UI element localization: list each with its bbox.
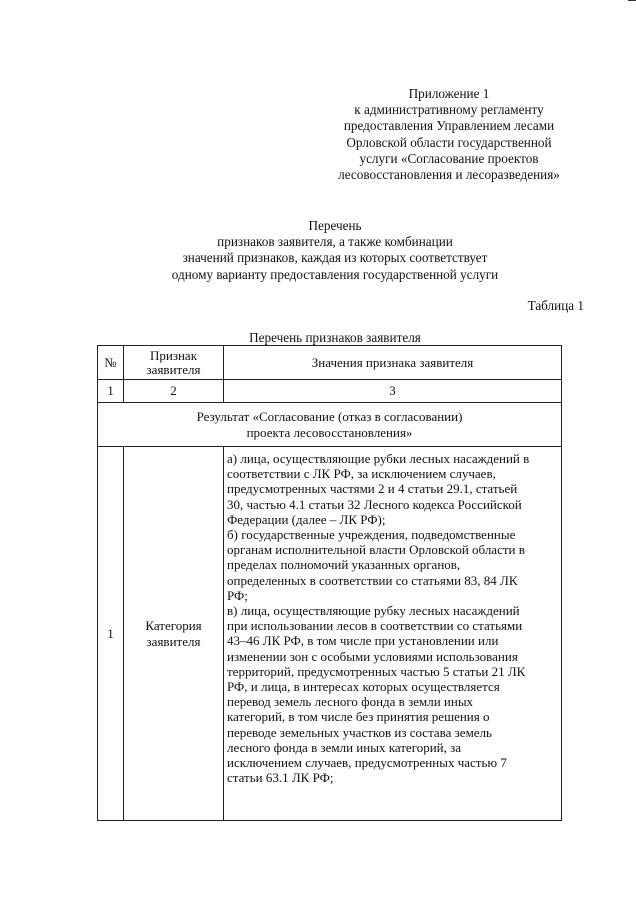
appendix-line: Приложение 1 — [408, 86, 490, 101]
column-number: 3 — [224, 380, 562, 403]
list-title-line: Перечень — [308, 218, 362, 233]
appendix-line: Орловской области государственной — [346, 134, 552, 150]
value-line: категорий, в том числе без принятия решения о — [227, 709, 490, 725]
column-number: 2 — [124, 380, 224, 403]
appendix-line: услуги «Согласование проектов — [359, 150, 539, 166]
value-line: органам исполнительной власти Орловской области в — [227, 542, 525, 558]
list-title — [100, 218, 570, 283]
section-heading — [98, 403, 562, 447]
table-header-row — [98, 346, 562, 380]
value-line: переводе земельных участков из состава земель — [227, 724, 492, 740]
value-line: б) государственные учреждения, подведомственные — [227, 527, 516, 543]
list-title-line: признаков заявителя, а также комбинации — [217, 234, 453, 250]
column-number-row — [98, 380, 562, 403]
table-label: Таблица 1 — [527, 298, 584, 313]
header-attribute — [124, 346, 224, 380]
row-attribute-line: заявителя — [146, 633, 201, 649]
value-line: соответствии с ЛК РФ, за исключением случаев, — [227, 466, 496, 482]
table-caption: Перечень признаков заявителя — [249, 330, 421, 345]
row-values — [224, 447, 562, 821]
value-line: предусмотренных частями 2 и 4 статьи 29.1, статьей — [227, 481, 518, 497]
header-attribute-line: Признак — [149, 347, 198, 363]
attributes-table — [97, 345, 562, 821]
row-num: 1 — [98, 447, 124, 821]
section-heading-line: проекта лесовосстановления» — [246, 424, 413, 440]
header-attribute-line: заявителя — [146, 361, 201, 377]
value-line: при использовании лесов в соответствии со статьями — [227, 618, 523, 634]
value-line: определенных в соответствии со статьями 83, 84 ЛК — [227, 572, 518, 588]
value-line: территорий, предусмотренных частью 5 статьи 21 ЛК — [227, 663, 526, 679]
value-line: в) лица, осуществляющие рубку лесных насаждений — [227, 603, 520, 619]
value-line: исключением случаев, предусмотренных частью 7 — [227, 755, 507, 771]
list-title-line: значений признаков, каждая из которых соответствует — [182, 250, 488, 266]
appendix-line: предоставления Управлением лесами — [343, 118, 555, 134]
header-values: Значения признака заявителя — [224, 346, 562, 380]
list-title-line: одному варианту предоставления государственной услуги — [171, 266, 499, 282]
appendix-header — [300, 86, 598, 183]
value-line: пределах полномочий указанных органов, — [227, 557, 461, 573]
value-line: а) лица, осуществляющие рубки лесных насаждений в — [227, 451, 530, 466]
row-attribute-line: Категория — [145, 617, 202, 633]
value-line: статьи 63.1 ЛК РФ; — [227, 770, 334, 786]
value-line: 43–46 ЛК РФ, в том числе при установлении или — [227, 633, 499, 649]
column-number: 1 — [98, 380, 124, 403]
value-line: изменении зон с особыми условиями использования — [227, 648, 518, 664]
table-row — [98, 447, 562, 821]
value-line: 30, частью 4.1 статьи 32 Лесного кодекса Российской — [227, 496, 522, 512]
section-heading-line: Результат «Согласование (отказ в согласовании) — [196, 409, 463, 425]
appendix-line: к административному регламенту — [354, 102, 544, 118]
corner-mark — [628, 0, 636, 7]
value-line: РФ, и лица, в интересах которых осуществляется — [227, 679, 500, 695]
section-row — [98, 403, 562, 447]
row-attribute — [124, 447, 224, 821]
value-line: Федерации (далее – ЛК РФ); — [227, 511, 386, 527]
header-num: № — [98, 346, 124, 380]
appendix-line: лесовосстановления и лесоразведения» — [338, 167, 560, 183]
value-line: лесного фонда в земли иных категорий, за — [227, 739, 462, 755]
value-line: перевод земель лесного фонда в земли иных — [227, 694, 474, 710]
value-line: РФ; — [227, 587, 248, 603]
